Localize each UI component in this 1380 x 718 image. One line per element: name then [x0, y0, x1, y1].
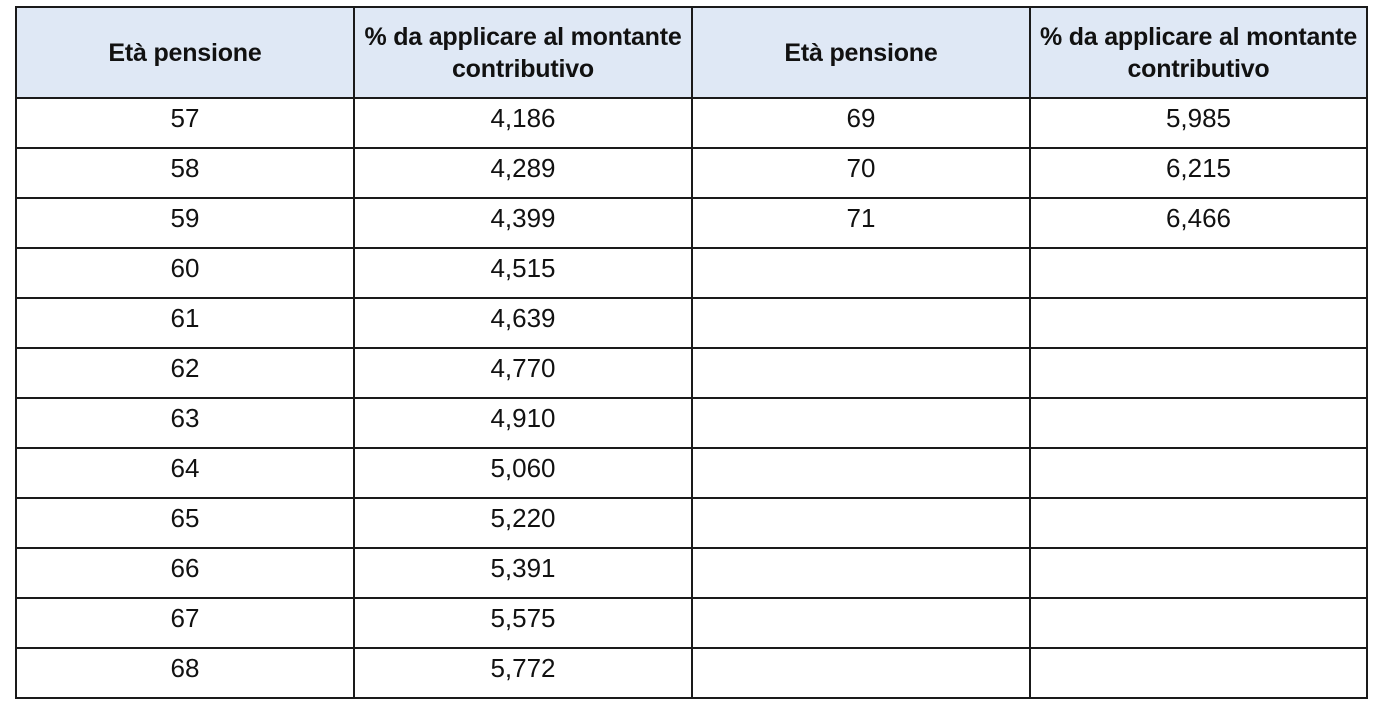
- cell-percentage-left: 4,186: [354, 98, 692, 148]
- table-row: [16, 348, 1367, 398]
- cell-percentage-right: [1030, 298, 1367, 348]
- cell-percentage-right: [1030, 648, 1367, 698]
- cell-percentage-right: [1030, 548, 1367, 598]
- cell-percentage-right: [1030, 598, 1367, 648]
- cell-percentage-left: 5,060: [354, 448, 692, 498]
- cell-age-left: 65: [16, 498, 354, 548]
- table-row: [16, 398, 1367, 448]
- cell-age-right: [692, 298, 1030, 348]
- cell-age-right: [692, 348, 1030, 398]
- cell-age-left: 66: [16, 548, 354, 598]
- cell-percentage-left: 4,770: [354, 348, 692, 398]
- table-row: [16, 598, 1367, 648]
- cell-age-right: 71: [692, 198, 1030, 248]
- table-row: [16, 148, 1367, 198]
- table-row: [16, 198, 1367, 248]
- cell-age-right: [692, 648, 1030, 698]
- cell-percentage-left: 4,910: [354, 398, 692, 448]
- table-row: [16, 648, 1367, 698]
- cell-age-left: 59: [16, 198, 354, 248]
- cell-age-left: 68: [16, 648, 354, 698]
- cell-percentage-right: 5,985: [1030, 98, 1367, 148]
- cell-percentage-left: 4,399: [354, 198, 692, 248]
- table-body: [16, 98, 1367, 698]
- cell-percentage-right: 6,215: [1030, 148, 1367, 198]
- cell-percentage-left: 5,220: [354, 498, 692, 548]
- cell-percentage-left: 5,772: [354, 648, 692, 698]
- cell-age-right: [692, 448, 1030, 498]
- cell-age-right: 70: [692, 148, 1030, 198]
- cell-age-right: [692, 598, 1030, 648]
- cell-percentage-left: 4,515: [354, 248, 692, 298]
- header-cell-age-left: Età pensione: [16, 7, 354, 98]
- table-row: [16, 498, 1367, 548]
- coefficient-table: [15, 6, 1368, 699]
- cell-age-right: [692, 498, 1030, 548]
- cell-percentage-right: [1030, 348, 1367, 398]
- cell-age-left: 64: [16, 448, 354, 498]
- table-row: [16, 298, 1367, 348]
- cell-percentage-left: 4,289: [354, 148, 692, 198]
- cell-age-left: 62: [16, 348, 354, 398]
- cell-percentage-right: [1030, 498, 1367, 548]
- header-cell-percentage-left: % da applicare al montante contributivo: [354, 7, 692, 98]
- cell-percentage-left: 5,575: [354, 598, 692, 648]
- cell-age-right: 69: [692, 98, 1030, 148]
- table-row: [16, 98, 1367, 148]
- cell-age-left: 57: [16, 98, 354, 148]
- table-row: [16, 248, 1367, 298]
- cell-age-left: 61: [16, 298, 354, 348]
- cell-age-right: [692, 398, 1030, 448]
- header-row: [16, 7, 1367, 98]
- cell-percentage-right: [1030, 398, 1367, 448]
- cell-age-right: [692, 548, 1030, 598]
- cell-age-right: [692, 248, 1030, 298]
- table-row: [16, 448, 1367, 498]
- header-cell-age-right: Età pensione: [692, 7, 1030, 98]
- cell-age-left: 58: [16, 148, 354, 198]
- table-header: [16, 7, 1367, 98]
- cell-percentage-left: 5,391: [354, 548, 692, 598]
- header-cell-percentage-right: % da applicare al montante contributivo: [1030, 7, 1367, 98]
- cell-age-left: 67: [16, 598, 354, 648]
- cell-percentage-left: 4,639: [354, 298, 692, 348]
- cell-age-left: 63: [16, 398, 354, 448]
- table-row: [16, 548, 1367, 598]
- cell-percentage-right: [1030, 248, 1367, 298]
- cell-percentage-right: [1030, 448, 1367, 498]
- cell-age-left: 60: [16, 248, 354, 298]
- cell-percentage-right: 6,466: [1030, 198, 1367, 248]
